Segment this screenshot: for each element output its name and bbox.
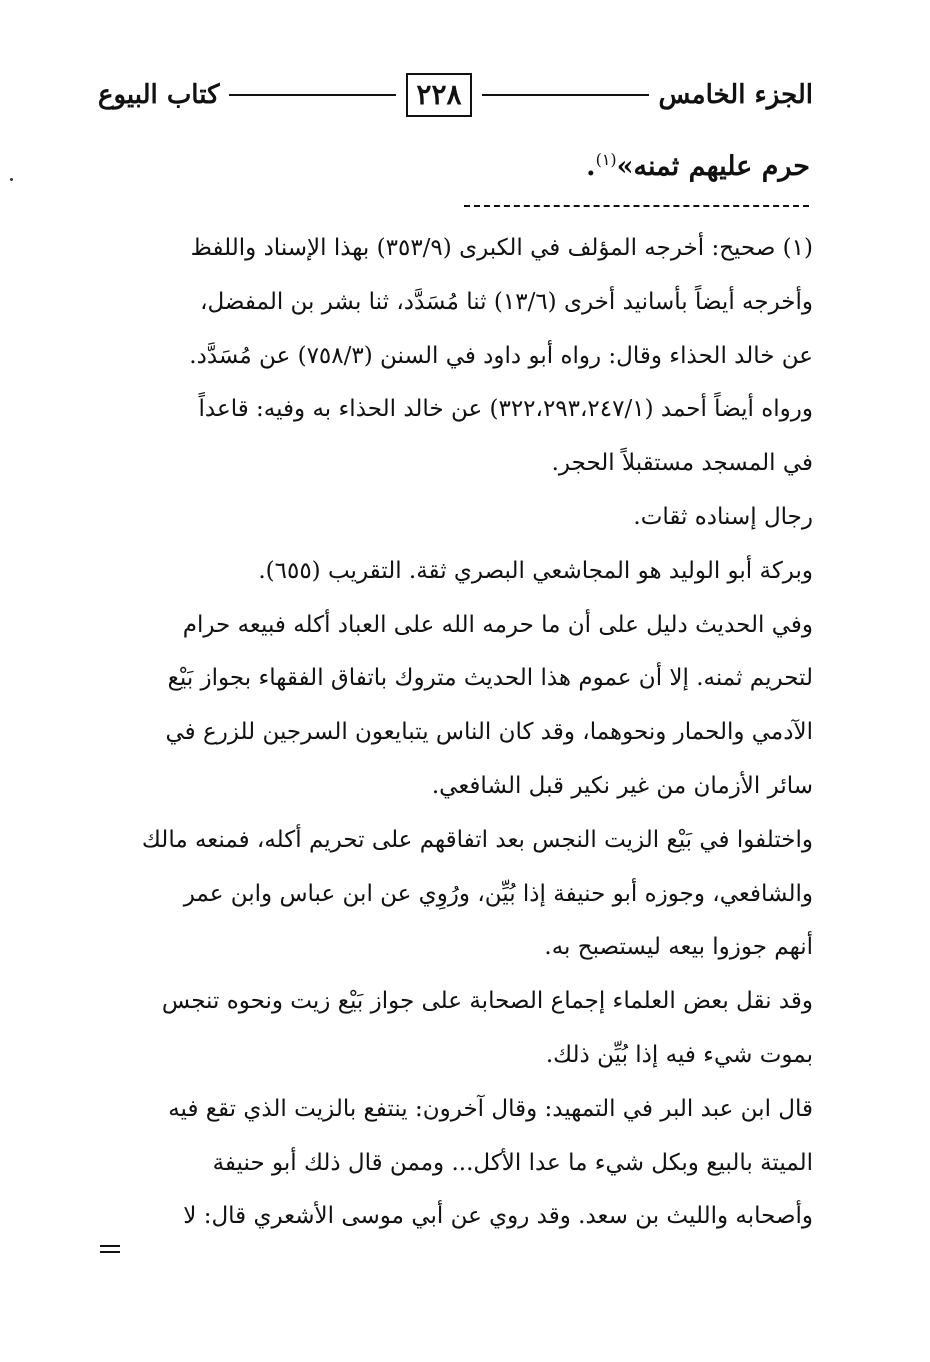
main-text-line	[586, 150, 810, 182]
footnote-line: أنهم جوزوا بيعه ليستصبح به.	[544, 934, 813, 961]
header-rule-left	[229, 94, 396, 96]
page-number: ٢٢٨	[406, 73, 471, 117]
footnote-line: وفي الحديث دليل على أن ما حرمه الله على العباد أكله فبيعه حرام	[182, 611, 813, 638]
footnote-line: في المسجد مستقبلاً الحجر.	[551, 450, 813, 477]
footnote-line: سائر الأزمان من غير نكير قبل الشافعي.	[431, 772, 813, 799]
running-header	[98, 70, 813, 120]
footnote-line: ورواه أيضاً أحمد (٣٢٢،٢٩٣،٢٤٧/١) عن خالد الحذاء به وفيه: قاعداً	[198, 396, 813, 423]
footnote-line: لتحريم ثمنه. إلا أن عموم هذا الحديث متروك باتفاق الفقهاء بجواز بَيْع	[167, 665, 813, 692]
footnote-line: قال ابن عبد البر في التمهيد: وقال آخرون: ينتفع بالزيت الذي تقع فيه	[168, 1095, 813, 1122]
footnote-line: وبركة أبو الوليد هو المجاشعي البصري ثقة. التقريب (٦٥٥).	[258, 557, 813, 584]
footnote-line: بموت شيء فيه إذا بُيِّن ذلك.	[545, 1041, 813, 1068]
footnote-line: عن خالد الحذاء وقال: رواه أبو داود في السنن (٧٥٨/٣) عن مُسَدَّد.	[189, 342, 813, 369]
footnote-line: الميتة بالبيع وبكل شيء ما عدا الأكل... وممن قال ذلك أبو حنيفة	[212, 1149, 813, 1176]
footnote-line: الآدمي والحمار ونحوهما، وقد كان الناس يتبايعون السرجين للزرع في	[165, 719, 813, 746]
footnote-line: واختلفوا في بَيْع الزيت النجس بعد اتفاقهم على تحريم أكله، فمنعه مالك	[141, 826, 813, 853]
main-text-end: .	[586, 151, 596, 182]
footnote-separator	[464, 205, 809, 207]
footnote-ref: (١)	[595, 150, 617, 169]
scan-speck	[10, 178, 13, 181]
footnote-line: (١) صحيح: أخرجه المؤلف في الكبرى (٣٥٣/٩) بهذا الإسناد واللفظ	[190, 235, 813, 261]
footnote-line: وأخرجه أيضاً بأسانيد أخرى (١٣/٦) ثنا مُسَدَّد، ثنا بشر بن المفضل،	[200, 288, 813, 315]
footnote-line: رجال إسناده ثقات.	[633, 503, 813, 530]
header-part: الجزء الخامس	[658, 80, 813, 110]
continuation-mark	[100, 1245, 120, 1247]
footnote-line: وأصحابه والليث بن سعد. وقد روي عن أبي موسى الأشعري قال: لا	[183, 1203, 813, 1230]
footnote-section	[98, 222, 813, 1244]
header-rule-right	[482, 94, 649, 96]
footnote-line: والشافعي، وجوزه أبو حنيفة إذا بُيِّن، ورُوِي عن ابن عباس وابن عمر	[183, 880, 813, 907]
main-text: حرم عليهم ثمنه»	[616, 151, 810, 182]
footnote-line: وقد نقل بعض العلماء إجماع الصحابة على جواز بَيْع زيت ونحوه تنجس	[161, 988, 813, 1015]
header-book: كتاب البيوع	[97, 80, 220, 110]
